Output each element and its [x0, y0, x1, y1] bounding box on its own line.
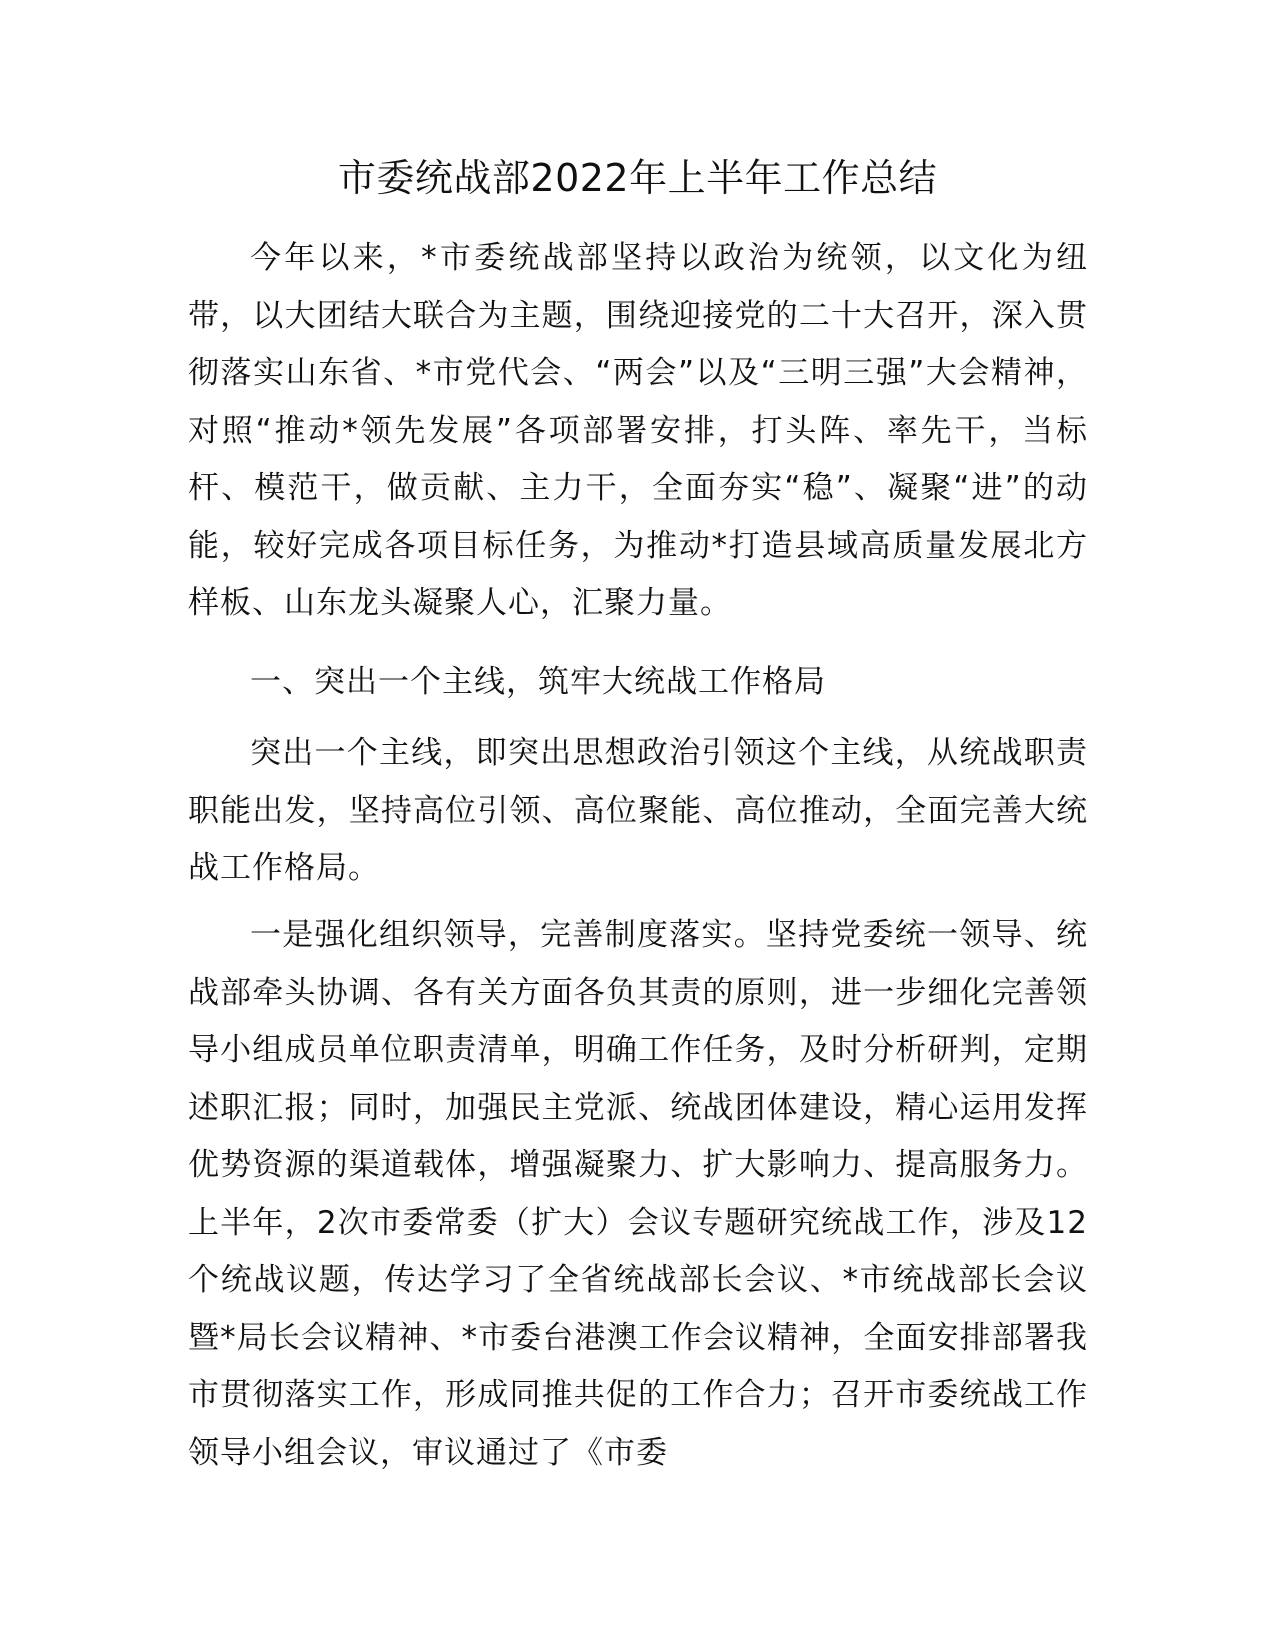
document-title: 市委统战部2022年上半年工作总结 — [337, 156, 938, 200]
paragraph-section-1-point-1: 一是强化组织领导，完善制度落实。坚持党委统一领导、统战部牵头协调、各有关方面各负其责的原则，进一步细化完善领导小组成员单位职责清单，明确工作任务，及时分析研判，定期述职汇报；同时，加强民主党派、统战团体建设，精心运用发挥优势资源的渠道载体，增强凝聚力、扩大影响力、提高服务力。上半年，2次市委常委（扩大）会议专题研究统战工作，涉及12个统战议题，传达学习了全省统战部长会议、*市统战部长会议暨*局长会议精神、*市委台港澳工作会议精神，全面安排部署我市贯彻落实工作，形成同推共促的工作合力；召开市委统战工作领导小组会议，审议通过了《市委 — [188, 917, 1088, 1471]
paragraph-intro: 今年以来，*市委统战部坚持以政治为统领，以文化为纽带，以大团结大联合为主题，围绕迎接党的二十大召开，深入贯彻落实山东省、*市党代会、“两会”以及“三明三强”大会精神，对照“推动*领先发展”各项部署安排，打头阵、率先干，当标杆、模范干，做贡献、主力干，全面夯实“稳”、凝聚“进”的动能，较好完成各项目标任务，为推动*打造县域高质量发展北方样板、山东龙头凝聚人心，汇聚力量。 — [188, 240, 1088, 621]
paragraph-section-1-summary: 突出一个主线，即突出思想政治引领这个主线，从统战职责职能出发，坚持高位引领、高位聚能、高位推动，全面完善大统战工作格局。 — [188, 735, 1088, 886]
section-heading-1: 一、突出一个主线，筑牢大统战工作格局 — [250, 664, 826, 700]
